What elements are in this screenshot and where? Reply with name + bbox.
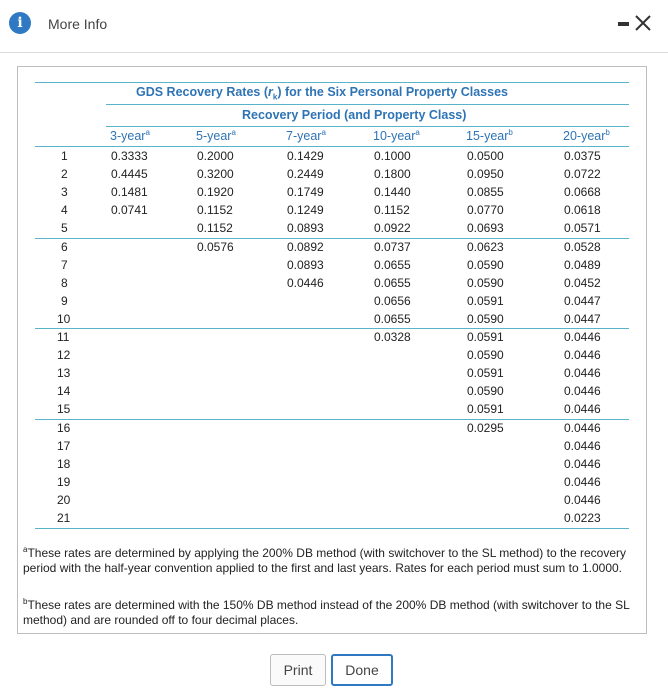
table-cell: 0.1152 [197,221,233,236]
table-cell: 0.0446 [564,402,601,417]
column-header: 15-year$^b$ [466,127,513,143]
table-cell: 0.0528 [564,239,601,254]
table-cell: 0.0590 [467,348,504,363]
table-rule [35,238,629,239]
table-cell: 0.3200 [197,167,234,182]
table-cell-year: 18 [57,456,71,471]
table-cell: 0.0855 [467,185,504,200]
table-cell: 0.0591 [467,366,504,381]
table-cell: 0.0591 [467,330,504,344]
table-cell: 0.0446 [564,420,601,435]
table-cell: 0.0571 [564,221,601,236]
table-cell: 0.0893 [287,257,324,272]
table-cell: 0.0446 [564,366,601,381]
window-title: More Info [48,16,108,32]
table-cell: 0.0446 [564,492,601,507]
table-cell: 0.1429 [287,149,324,163]
table-rule [35,146,629,147]
table-cell: 0.0770 [467,203,504,218]
table-cell: 0.0328 [374,330,411,344]
table-cell: 0.0623 [467,239,504,254]
table-cell: 0.1749 [287,185,324,200]
table-cell: 0.0500 [467,149,504,163]
table-rule [106,104,629,105]
table-cell: 0.4445 [111,167,148,182]
table-cell: 0.2000 [197,149,234,163]
table-cell-year: 12 [57,348,71,363]
table-cell-year: 6 [61,239,68,254]
title-bar [0,0,668,53]
table-cell: 0.0722 [564,167,601,182]
table-cell-year: 16 [57,420,71,435]
close-icon[interactable] [633,13,653,33]
table-cell-year: 20 [57,492,71,507]
table-cell: 0.0446 [287,275,324,290]
table-cell: 0.0452 [564,275,601,290]
table-rule [106,126,629,127]
table-cell-year: 1 [61,149,68,163]
table-cell: 0.0375 [564,149,601,163]
table-cell: 0.0737 [374,239,411,254]
table-cell-year: 17 [57,438,71,453]
table-cell: 0.1249 [287,203,324,218]
table-cell: 0.0892 [287,239,324,254]
table-cell: 0.0576 [197,239,234,254]
info-icon: i [9,12,31,34]
table-cell-year: 14 [57,384,71,399]
table-cell: 0.1920 [197,185,234,200]
column-header: 5-year$^a$ [196,127,236,143]
table-cell: 0.0489 [564,257,601,272]
table-cell: 0.0446 [564,438,601,453]
table-cell-year: 11 [57,330,70,344]
footnote-a: $^a$These rates are determined by applying the 200% DB method (with switchover to the SL method) to the recovery period with the half-year convention applied to the first and last years. Rates for each period must sum to 1.0000. [23,545,626,575]
table-cell: 0.0447 [564,293,601,308]
table-cell: 0.0656 [374,293,411,308]
table-cell-year: 5 [61,221,68,236]
table-cell-year: 15 [57,402,71,417]
table-cell: 0.0590 [467,275,504,290]
table-cell: 0.0447 [564,311,601,326]
table-rule [35,419,629,420]
table-cell: 0.0446 [564,456,601,471]
table-cell: 0.0446 [564,330,601,344]
info-panel [17,66,647,634]
table-cell: 0.0446 [564,384,601,399]
column-header: 20-year$^b$ [563,127,610,143]
table-cell: 0.0295 [467,420,504,435]
table-cell-year: 3 [61,185,68,200]
table-cell: 0.1440 [374,185,411,200]
print-button[interactable]: Print [270,654,326,686]
table-cell: 0.0591 [467,402,504,417]
table-cell: 0.0590 [467,384,504,399]
table-cell-year: 7 [61,257,68,272]
table-cell-year: 21 [57,511,71,525]
table-cell: 0.1800 [374,167,411,182]
table-cell: 0.1152 [374,203,410,218]
table-cell-year: 19 [57,474,71,489]
table-cell: 0.0223 [564,511,601,525]
table-cell-year: 4 [61,203,68,218]
table-cell: 0.0668 [564,185,601,200]
table-cell: 0.1000 [374,149,411,163]
table-cell: 0.2449 [287,167,324,182]
table-cell-year: 9 [61,293,68,308]
table-cell: 0.0655 [374,257,411,272]
table-title: GDS Recovery Rates $(r_k)$ for the Six Personal Property Classes [136,85,508,102]
column-header: 3-year$^a$ [110,127,150,143]
table-cell: 0.0655 [374,311,411,326]
table-cell: 0.0950 [467,167,504,182]
table-cell: 0.0590 [467,257,504,272]
table-cell: 0.0893 [287,221,324,236]
table-cell: 0.0693 [467,221,504,236]
table-cell: 0.0446 [564,474,601,489]
column-header: 10-year$^a$ [373,127,420,143]
table-cell-year: 2 [61,167,68,182]
table-cell: 0.3333 [111,149,148,163]
table-rule [35,328,629,329]
column-header: 7-year$^a$ [286,127,326,143]
table-subtitle: Recovery Period (and Property Class) [242,108,467,122]
table-cell: 0.1152 [197,203,233,218]
table-cell: 0.0618 [564,203,601,218]
done-button[interactable]: Done [331,654,393,686]
table-cell-year: 10 [57,311,71,326]
table-cell: 0.0591 [467,293,504,308]
footnote-b: $^b$These rates are determined with the 150% DB method instead of the 200% DB method (with switchover to the SL method) and are rounded off to four decimal places. [23,597,630,627]
table-rule [35,528,629,529]
table-rule [35,82,629,83]
minimize-icon[interactable] [618,22,629,26]
table-cell: 0.0922 [374,221,411,236]
table-cell: 0.0446 [564,348,601,363]
table-cell: 0.0741 [111,203,148,218]
table-cell: 0.0655 [374,275,411,290]
table-cell: 0.0590 [467,311,504,326]
table-cell-year: 8 [61,275,68,290]
table-cell: 0.1481 [111,185,148,200]
table-cell-year: 13 [57,366,71,381]
